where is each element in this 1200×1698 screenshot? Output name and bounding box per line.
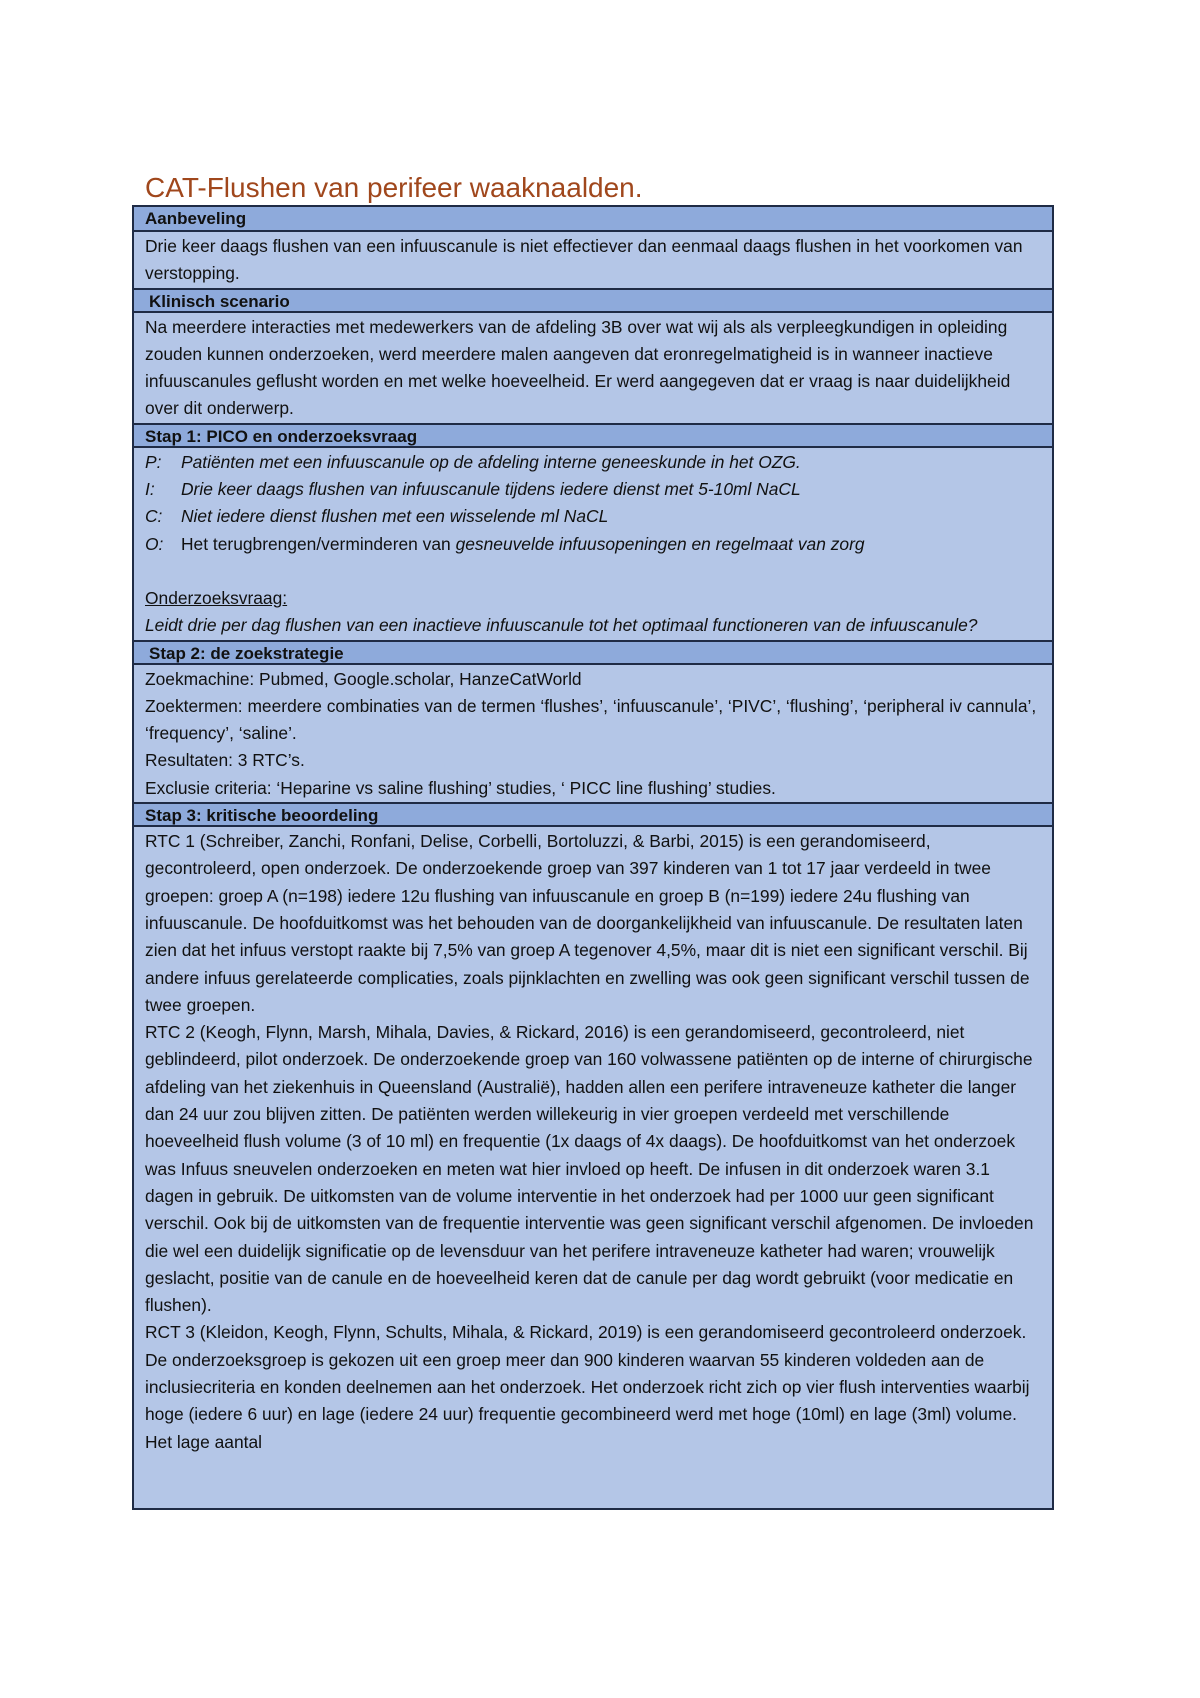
pico-p-label: P: xyxy=(145,451,162,472)
pico-i-line xyxy=(145,476,1042,503)
pico-o-line xyxy=(145,531,1042,558)
section-body-strategie xyxy=(134,663,1052,802)
beoordeling-rtc2: RTC 2 (Keogh, Flynn, Marsh, Mihala, Davies, & Rickard, 2016) is een gerandomiseerd, gecontroleerd, niet geblindeerd, pilot onderzoek. De onderzoekende groep van 160 volwassene patiënten op de interne of chirurgische afdeling van het ziekenhuis in Queensland (Australië), hadden allen een perifere intraveneuze katheter die langer dan 24 uur zou blijven zitten. De patiënten werden willekeurig in vier groepen verdeeld met verschillende hoeveelheid flush volume (3 of 10 ml) en frequentie (1x daags of 4x daags). De hoofduitkomst van het onderzoek was Infuus sneuvelen onderzoeken en meten wat hier invloed op heeft. De infusen in dit onderzoek waren 3.1 dagen in gebruik. De uitkomsten van de volume interventie in het onderzoek had per 1000 uur geen significant verschil. Ook bij de uitkomsten van de frequentie interventie was geen significant verschil afgenomen. De invloeden die wel een duidelijk significatie op de levensduur van het perifere intraveneuze katheter had waren; vrouwelijk geslacht, positie van de canule en de hoeveelheid keren dat de canule per dag wordt gebruikt (voor medicatie en flushen). xyxy=(145,1022,1034,1316)
research-question: Leidt drie per dag flushen van een inactieve infuuscanule tot het optimaal functioneren van de infuuscanule? xyxy=(145,615,978,636)
pico-p-text: Patiënten met een infuuscanule op de afdeling interne geneeskunde in het OZG. xyxy=(181,451,801,472)
pico-o-text-italic: gesneuvelde infuusopeningen en regelmaat van zorg xyxy=(455,533,865,554)
research-question-label: Onderzoeksvraag: xyxy=(145,587,288,608)
section-body-scenario xyxy=(134,311,1052,423)
aanbeveling-text: Drie keer daags flushen van een infuuscanule is niet effectiever dan eenmaal daags flushen in het voorkomen van verstopping. xyxy=(145,236,1023,284)
pico-i-label: I: xyxy=(145,479,155,500)
beoordeling-rct3: RCT 3 (Kleidon, Keogh, Flynn, Schults, Mihala, & Rickard, 2019) is een gerandomiseerd gecontroleerd onderzoek. De onderzoeksgroep is gekozen uit een groep meer dan 900 kinderen waarvan 55 kinderen voldeden aan de inclusiecriteria en konden deelnemen aan het onderzoek. Het onderzoek richt zich op vier flush interventies waarbij hoge (iedere 6 uur) en lage (iedere 24 uur) frequentie gecombineerd werd met hoge (10ml) en lage (3ml) volume. Het lage aantal xyxy=(145,1322,1030,1452)
pico-o-label: O: xyxy=(145,533,164,554)
section-header-strategie: Stap 2: de zoekstrategie xyxy=(134,640,1052,663)
section-body-beoordeling xyxy=(134,825,1052,1508)
section-header-scenario: Klinisch scenario xyxy=(134,288,1052,311)
section-body-pico xyxy=(134,446,1052,640)
scenario-text: Na meerdere interacties met medewerkers van de afdeling 3B over wat wij als als verpleegkundigen in opleiding zouden kunnen onderzoeken, werd meerdere malen aangeven dat eronregelmatigheid is in wanneer inactieve infuuscanules geflusht worden en met welke hoeveelheid. Er werd aangegeven dat er vraag is naar duidelijkheid over dit onderwerp. xyxy=(145,316,1011,419)
section-header-aanbeveling: Aanbeveling xyxy=(134,207,1052,230)
document-title: CAT-Flushen van perifeer waaknaalden. xyxy=(145,172,643,203)
pico-c-text: Niet iedere dienst flushen met een wisselende ml NaCL xyxy=(181,506,609,527)
strategie-line-zoektermen: Zoektermen: meerdere combinaties van de termen ‘flushes’, ‘infuuscanule’, ‘PIVC’, ‘flushing’, ‘peripheral iv cannula’, ‘frequency’, ‘saline’. xyxy=(145,695,1037,744)
pico-c-label: C: xyxy=(145,506,163,527)
strategie-line-zoekmachine: Zoekmachine: Pubmed, Google.scholar, HanzeCatWorld xyxy=(145,668,582,689)
strategie-line-exclusie: Exclusie criteria: ‘Heparine vs saline flushing’ studies, ‘ PICC line flushing’ studies. xyxy=(145,777,776,798)
strategie-line-resultaten: Resultaten: 3 RTC’s. xyxy=(145,750,305,771)
section-header-beoordeling: Stap 3: kritische beoordeling xyxy=(134,802,1052,825)
section-body-aanbeveling xyxy=(134,230,1052,288)
pico-c-line xyxy=(145,503,1042,530)
section-header-pico: Stap 1: PICO en onderzoeksvraag xyxy=(134,423,1052,446)
beoordeling-rtc1: RTC 1 (Schreiber, Zanchi, Ronfani, Delise, Corbelli, Bortoluzzi, & Barbi, 2015) is een gerandomiseerd, gecontroleerd, open onderzoek. De onderzoekende groep van 397 kinderen van 1 tot 17 jaar verdeeld in twee groepen: groep A (n=198) iedere 12u flushing van infuuscanule en groep B (n=199) iedere 24u flushing van infuuscanule. De hoofduitkomst was het behouden van de doorgankelijkheid van infuuscanule. De resultaten laten zien dat het infuus verstopt raakte bij 7,5% van groep A tegenover 4,5%, maar dit is niet een significant verschil. Bij andere infuus gerelateerde complicaties, zoals pijnklachten en zwelling was ook geen significant verschil tussen de twee groepen. xyxy=(145,831,1030,1015)
pico-o-text-plain: Het terugbrengen/verminderen van xyxy=(181,533,456,554)
pico-i-text: Drie keer daags flushen van infuuscanule tijdens iedere dienst met 5-10ml NaCL xyxy=(181,479,801,500)
pico-spacer xyxy=(145,558,1042,585)
pico-p-line xyxy=(145,449,1042,476)
cat-table xyxy=(132,205,1054,1510)
